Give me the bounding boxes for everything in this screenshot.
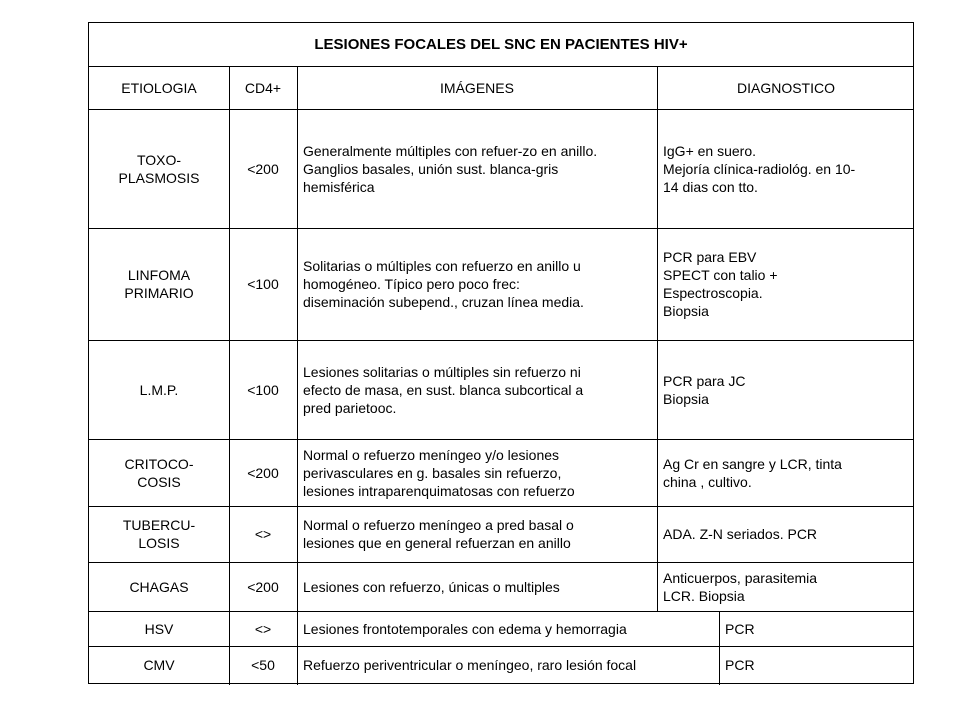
cell-diagnostico: PCR bbox=[725, 620, 755, 637]
cell-etiologia: CHAGAS bbox=[129, 578, 189, 595]
cell-diagnostico: IgG+ en suero. Mejoría clínica-radiológ. en 10- 14 dias con tto. bbox=[663, 142, 856, 195]
cell-diagnostico: PCR para EBV SPECT con talio + Espectroscopia. Biopsia bbox=[663, 249, 778, 319]
header-etiologia: ETIOLOGIA bbox=[121, 79, 197, 96]
cell-cd4: <200 bbox=[247, 464, 279, 481]
cell-cd4: <100 bbox=[247, 381, 279, 398]
cell-etiologia: L.M.P. bbox=[139, 381, 179, 398]
cell-cd4: <> bbox=[254, 526, 272, 542]
cell-diagnostico: ADA. Z-N seriados. PCR bbox=[663, 526, 818, 542]
cell-cd4: <> bbox=[254, 620, 272, 637]
cell-imagenes: Normal o refuerzo meníngeo a pred basal o lesiones que en general refuerzan en anillo bbox=[303, 517, 574, 551]
cell-etiologia: TUBERCU- LOSIS bbox=[122, 517, 196, 551]
cell-diagnostico: Anticuerpos, parasitemia LCR. Biopsia bbox=[663, 569, 818, 604]
cell-cd4: <100 bbox=[247, 276, 279, 292]
cell-diagnostico: PCR para JC Biopsia bbox=[663, 372, 746, 407]
cell-cd4: <200 bbox=[247, 578, 279, 595]
cell-cd4: <200 bbox=[247, 160, 279, 177]
table-title: LESIONES FOCALES DEL SNC EN PACIENTES HIV+ bbox=[89, 23, 913, 67]
cell-imagenes: Refuerzo periventricular o meníngeo, raro lesión focal bbox=[303, 657, 637, 673]
cell-etiologia: LINFOMA PRIMARIO bbox=[124, 267, 194, 301]
cell-diagnostico: PCR bbox=[725, 657, 755, 673]
header-diagnostico: DIAGNOSTICO bbox=[736, 79, 835, 96]
cell-etiologia: CMV bbox=[143, 657, 175, 673]
cell-etiologia: TOXO- PLASMOSIS bbox=[118, 151, 200, 186]
cell-imagenes: Solitarias o múltiples con refuerzo en anillo u homogéneo. Típico pero poco frec: diseminación subepend., cruzan línea media. bbox=[303, 258, 584, 310]
cell-imagenes: Lesiones con refuerzo, únicas o multiples bbox=[303, 578, 560, 595]
cell-imagenes: Lesiones solitarias o múltiples sin refuerzo ni efecto de masa, en sust. blanca subcortical a pred parietooc. bbox=[303, 363, 584, 416]
cell-etiologia: HSV bbox=[144, 620, 174, 637]
cell-imagenes: Normal o refuerzo meníngeo y/o lesiones perivasculares en g. basales sin refuerzo, lesiones intraparenquimatosas con refuerzo bbox=[303, 446, 575, 499]
header-cd4: CD4+ bbox=[244, 79, 282, 96]
cell-etiologia: CRITOCO- COSIS bbox=[124, 455, 194, 490]
cell-imagenes: Generalmente múltiples con refuer-zo en anillo. Ganglios basales, unión sust. blanca-gris hemisférica bbox=[303, 142, 598, 195]
cell-diagnostico: Ag Cr en sangre y LCR, tinta china , cultivo. bbox=[663, 455, 842, 490]
header-imagenes: IMÁGENES bbox=[440, 79, 514, 96]
cell-cd4: <50 bbox=[251, 657, 275, 673]
hiv-cns-lesions-table bbox=[88, 22, 914, 684]
cell-imagenes: Lesiones frontotemporales con edema y hemorragia bbox=[303, 620, 627, 637]
